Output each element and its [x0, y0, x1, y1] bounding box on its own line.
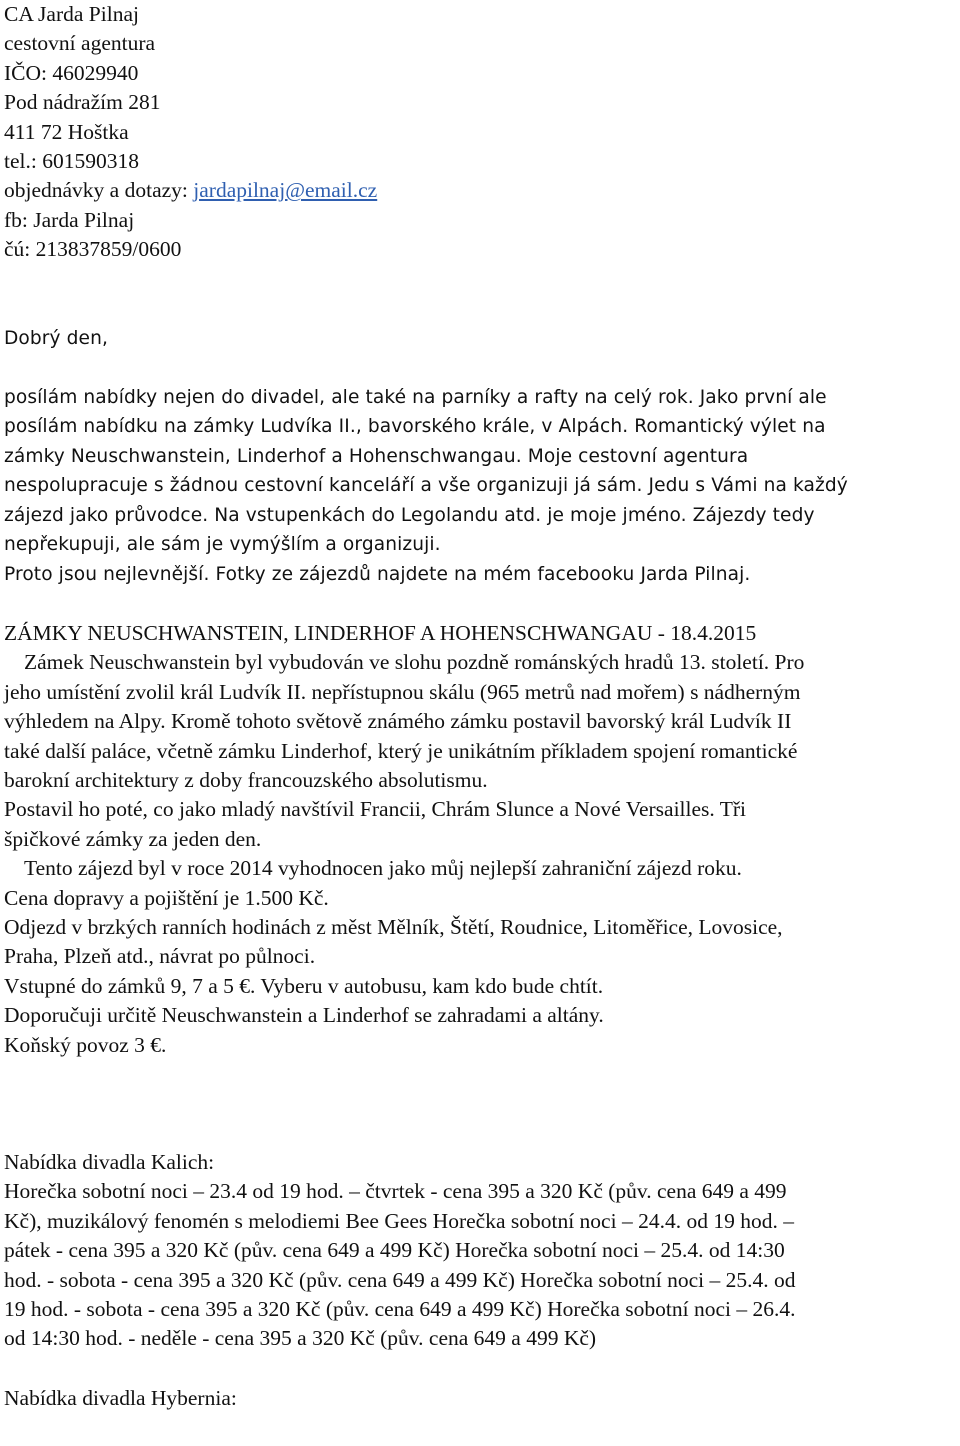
company-name: CA Jarda Pilnaj — [4, 2, 139, 26]
trip-description — [4, 648, 956, 1060]
kalich-line: Kč), muzikálový fenomén s melodiemi Bee Gees Horečka sobotní noci – 24.4. od 19 hod. – — [4, 1208, 794, 1233]
intro-line: zájezd jako průvodce. Na vstupenkách do Legolandu atd. je moje jméno. Zájezdy tedy — [4, 504, 815, 526]
trip-title: ZÁMKY NEUSCHWANSTEIN, LINDERHOF A HOHENSCHWANGAU - 18.4.2015 — [4, 620, 757, 645]
trip-built-line: špičkové zámky za jeden den. — [4, 826, 262, 851]
intro-line: zámky Neuschwanstein, Linderhof a Hohenschwangau. Moje cestovní agentura — [4, 445, 749, 467]
greeting: Dobrý den, — [4, 327, 108, 349]
kalich-line: od 14:30 hod. - neděle - cena 395 a 320 Kč (pův. cena 649 a 499 Kč) — [4, 1326, 597, 1351]
trip-description-line: výhledem na Alpy. Kromě tohoto světově známého zámku postavil bavorský král Ludvík II — [4, 709, 792, 734]
kalich-line: 19 hod. - sobota - cena 395 a 320 Kč (pův. cena 649 a 499 Kč) Horečka sobotní noci – 26.4. — [4, 1297, 796, 1322]
email-link[interactable]: jardapilnaj@email.cz — [193, 178, 378, 203]
orders-label: objednávky a dotazy: — [4, 178, 194, 203]
intro-line: nepřekupuji, ale sám je vymýšlím a organizuji. — [4, 534, 441, 556]
kalich-section — [4, 1148, 956, 1354]
kalich-line: Horečka sobotní noci – 23.4 od 19 hod. – čtvrtek - cena 395 a 320 Kč (pův. cena 649 a 499 — [4, 1179, 787, 1204]
trip-departure-line: Odjezd v brzkých ranních hodinách z měst Mělník, Štětí, Roudnice, Litoměřice, Lovosice, — [4, 914, 783, 939]
intro-line: posílám nabídku na zámky Ludvíka II., bavorského krále, v Alpách. Romantický výlet na — [4, 416, 826, 438]
trip-best: Tento zájezd byl v roce 2014 vyhodnocen jako můj nejlepší zahraniční zájezd roku. — [24, 856, 742, 881]
intro-line: nespolupracuje s žádnou cestovní kanceláří a vše organizuji já sám. Jedu s Vámi na každý — [4, 475, 848, 497]
company-account: čú: 213837859/0600 — [4, 237, 182, 262]
trip-built-line: Postavil ho poté, co jako mladý navštívil Francii, Chrám Slunce a Nové Versailles. Tři — [4, 797, 747, 822]
intro-paragraph — [4, 383, 956, 589]
company-type: cestovní agentura — [4, 31, 156, 56]
trip-entry: Vstupné do zámků 9, 7 a 5 €. Vyberu v autobusu, kam kdo bude chtít. — [4, 973, 604, 998]
trip-departure-line: Praha, Plzeň atd., návrat po půlnoci. — [4, 944, 316, 969]
company-street: Pod nádražím 281 — [4, 90, 161, 115]
company-facebook: fb: Jarda Pilnaj — [4, 207, 135, 232]
trip-description-line: barokní architektury z doby francouzského absolutismu. — [4, 767, 488, 792]
kalich-heading: Nabídka divadla Kalich: — [4, 1150, 215, 1174]
company-phone: tel.: 601590318 — [4, 149, 139, 174]
trip-recommend: Doporučuji určitě Neuschwanstein a Linderhof se zahradami a altány. — [4, 1003, 604, 1028]
company-contact-line — [4, 176, 956, 205]
trip-description-line: Zámek Neuschwanstein byl vybudován ve slohu pozdně románských hradů 13. století. Pro — [24, 650, 805, 675]
trip-description-line: jeho umístění zvolil král Ludvík II. nepřístupnou skálu (965 metrů nad mořem) s nádherným — [4, 679, 801, 704]
intro-line: posílám nabídky nejen do divadel, ale také na parníky a rafty na celý rok. Jako první ale — [4, 387, 827, 409]
company-header — [4, 0, 956, 265]
intro-line: Proto jsou nejlevnější. Fotky ze zájezdů najdete na mém facebooku Jarda Pilnaj. — [4, 563, 751, 585]
trip-carriage: Koňský povoz 3 €. — [4, 1032, 167, 1057]
trip-description-line: také další paláce, včetně zámku Linderhof, který je unikátním příkladem spojení romantické — [4, 738, 798, 763]
document-page — [4, 0, 956, 1413]
company-ico: IČO: 46029940 — [4, 60, 139, 85]
company-city: 411 72 Hoštka — [4, 119, 129, 144]
kalich-line: pátek - cena 395 a 320 Kč (pův. cena 649 a 499 Kč) Horečka sobotní noci – 25.4. od 14:30 — [4, 1238, 785, 1263]
kalich-line: hod. - sobota - cena 395 a 320 Kč (pův. cena 649 a 499 Kč) Horečka sobotní noci – 25.4. od — [4, 1267, 796, 1292]
hybernia-heading: Nabídka divadla Hybernia: — [4, 1385, 237, 1410]
trip-price: Cena dopravy a pojištění je 1.500 Kč. — [4, 885, 329, 910]
